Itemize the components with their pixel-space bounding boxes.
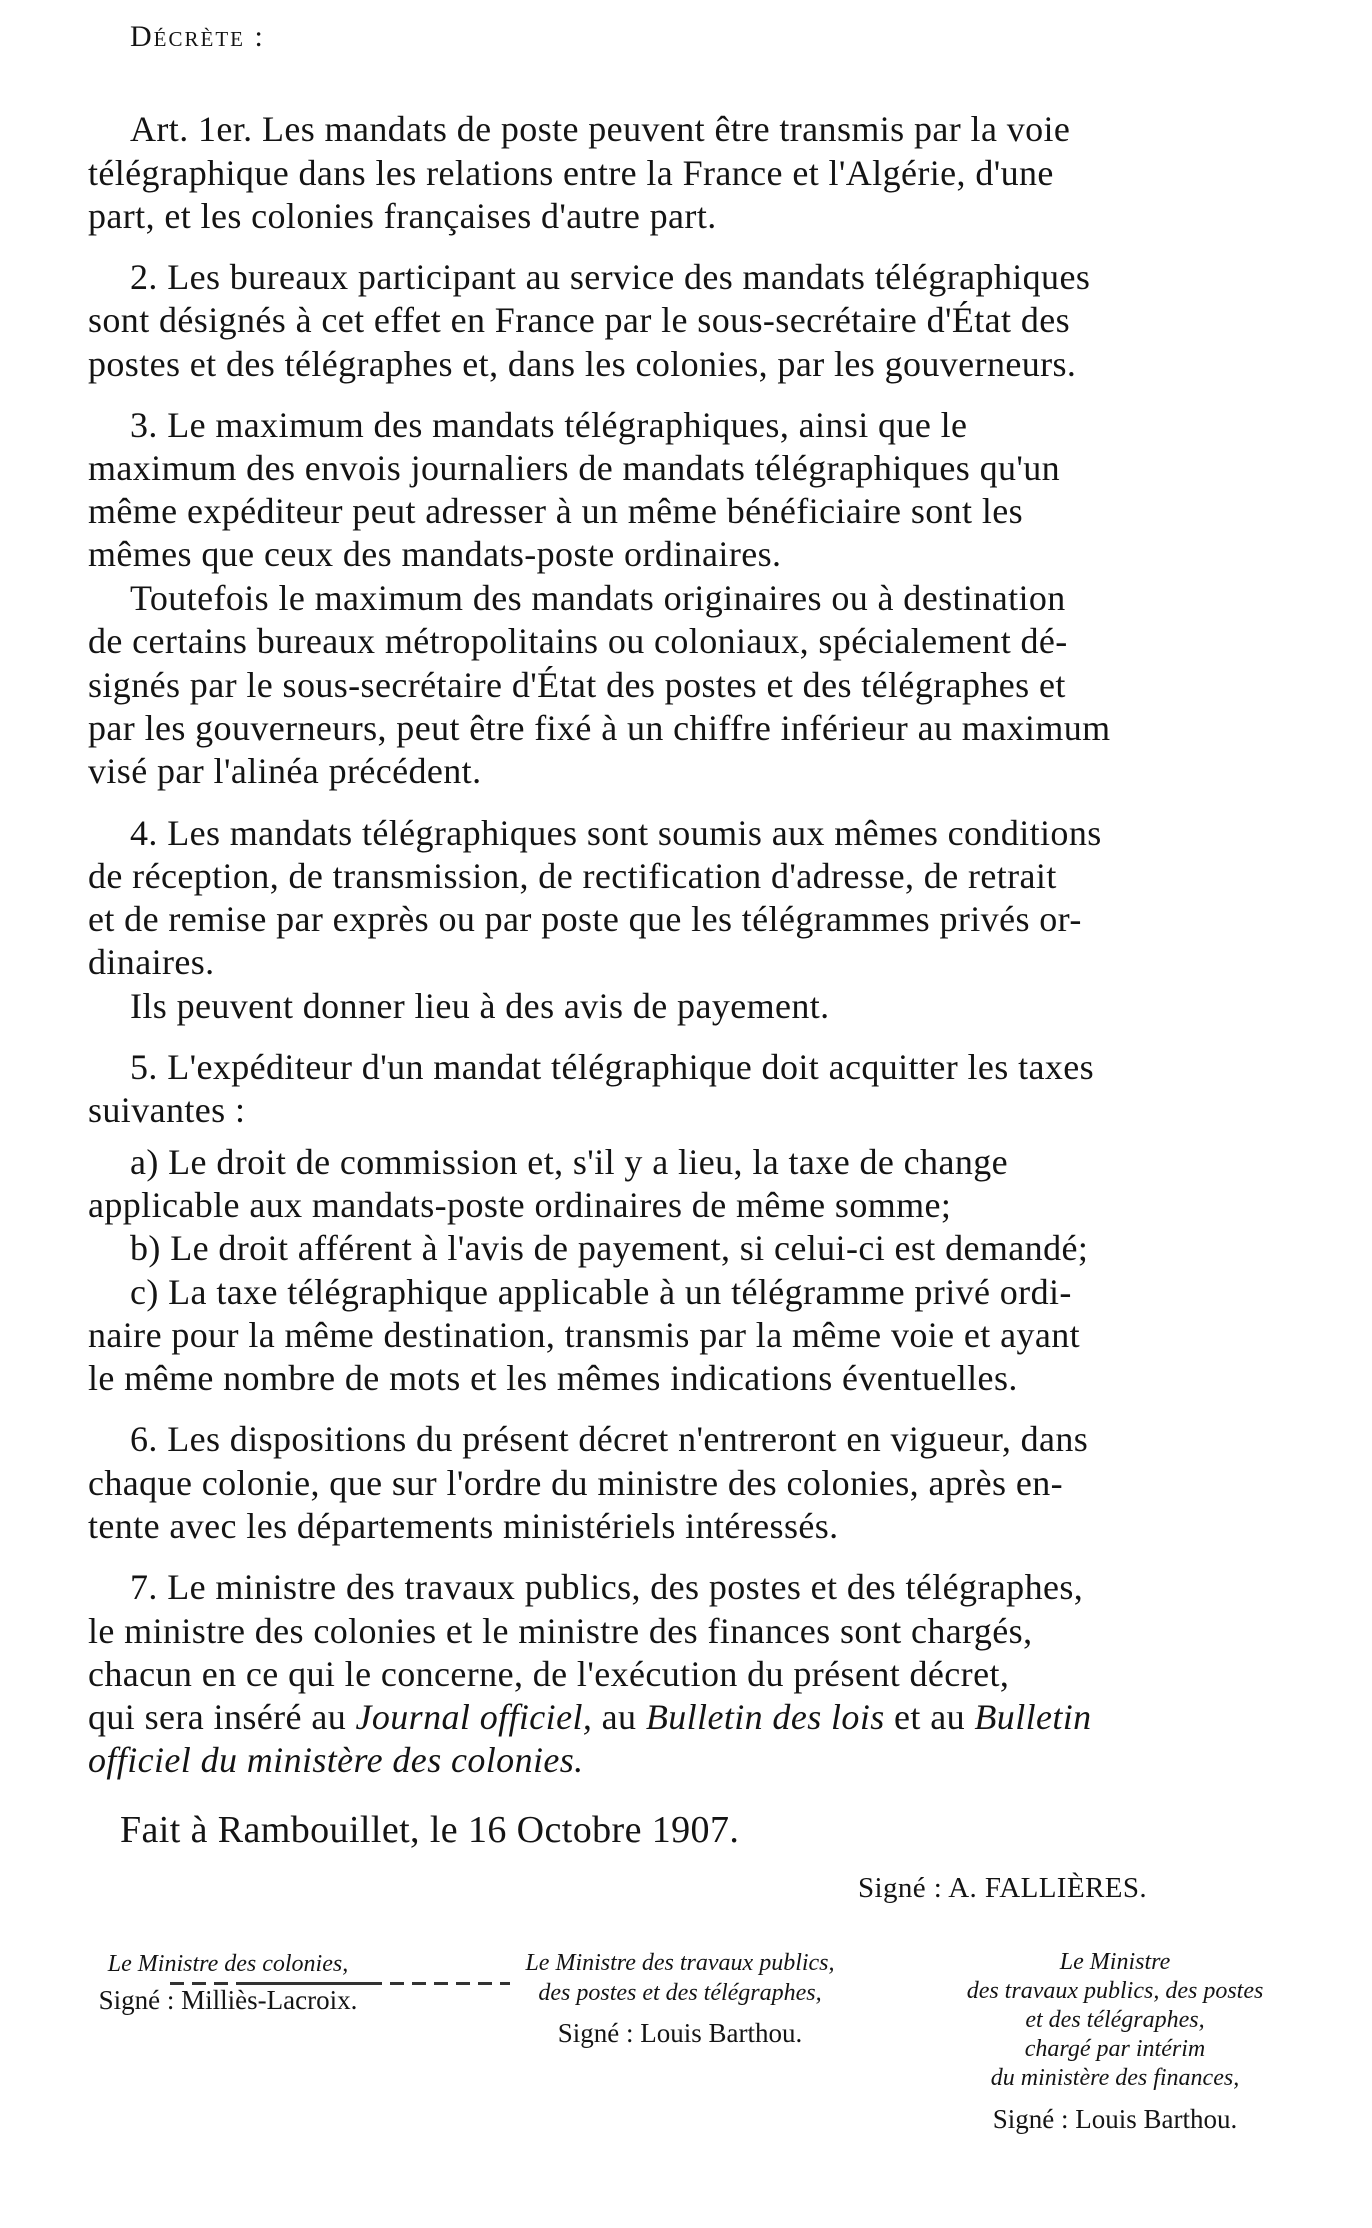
- article-4-line-2: de réception, de transmission, de rectification d'adresse, de retrait: [88, 856, 1057, 896]
- article-3-line-9: visé par l'alinéa précédent.: [88, 751, 482, 791]
- minister-public-works-block: [470, 1948, 890, 2048]
- bulletin-ref: Bulletin: [974, 1697, 1092, 1737]
- article-3-line-5: Toutefois le maximum des mandats originaires ou à destination: [130, 578, 1066, 618]
- article-5-item-a-line-1: a) Le droit de commission et, s'il y a lieu, la taxe de change: [130, 1142, 1009, 1182]
- article-5-item-b: b) Le droit afférent à l'avis de payement, si celui-ci est demandé;: [130, 1228, 1089, 1268]
- article-5-item-c-line-2: naire pour la même destination, transmis par la même voie et ayant: [88, 1315, 1081, 1355]
- done-at-line: Fait à Rambouillet, le 16 Octobre 1907.: [120, 1809, 740, 1851]
- article-6-line-1: 6. Les dispositions du présent décret n'entreront en vigueur, dans: [130, 1419, 1089, 1459]
- article-4-line-5: Ils peuvent donner lieu à des avis de payement.: [130, 986, 830, 1026]
- article-7-line-3: chacun en ce qui le concerne, de l'exécution du présent décret,: [88, 1654, 1010, 1694]
- article-7-line-4-text-b: au: [592, 1697, 646, 1737]
- minister-public-works-signature: Signé : Louis Barthou.: [557, 2018, 803, 2048]
- minister-finances-title-5: du ministère des finances,: [990, 2065, 1240, 2091]
- article-7-line-4-text-c: et au: [884, 1697, 975, 1737]
- article-1-line-2: télégraphique dans les relations entre la France et l'Algérie, d'une: [88, 153, 1054, 193]
- article-1-line-3: part, et les colonies françaises d'autre part.: [88, 196, 717, 236]
- article-3-line-6: de certains bureaux métropolitains ou coloniaux, spécialement dé-: [88, 621, 1068, 661]
- article-5-line-2: suivantes :: [88, 1090, 246, 1130]
- article-5-line-1: 5. L'expéditeur d'un mandat télégraphique doit acquitter les taxes: [130, 1047, 1095, 1087]
- minister-colonies-title: Le Ministre des colonies,: [107, 1951, 349, 1977]
- minister-finances-title-2: des travaux publics, des postes: [966, 1978, 1264, 2004]
- article-2-line-2: sont désignés à cet effet en France par le sous-secrétaire d'État des: [88, 300, 1071, 340]
- article-7-line-4: [88, 1699, 1092, 1735]
- article-3-line-2: maximum des envois journaliers de mandats télégraphiques qu'un: [88, 448, 1061, 488]
- minister-finances-title-1: Le Ministre: [1059, 1949, 1171, 1975]
- bulletin-des-lois-ref: Bulletin des lois: [645, 1697, 885, 1737]
- article-1-line-1: Art. 1er. Les mandats de poste peuvent être transmis par la voie: [130, 109, 1071, 149]
- decorative-rule: [170, 1982, 510, 1985]
- article-4-line-1: 4. Les mandats télégraphiques sont soumis aux mêmes conditions: [130, 813, 1102, 853]
- article-3-line-3: même expéditeur peut adresser à un même bénéficiaire sont les: [88, 491, 1024, 531]
- article-7-line-5: officiel du ministère des colonies.: [88, 1740, 584, 1780]
- minister-finances-signature: Signé : Louis Barthou.: [992, 2104, 1238, 2134]
- decree-heading: Décrète :: [130, 20, 265, 53]
- article-4-line-3: et de remise par exprès ou par poste que les télégrammes privés or-: [88, 899, 1082, 939]
- article-6-line-2: chaque colonie, que sur l'ordre du ministre des colonies, après en-: [88, 1463, 1063, 1503]
- article-2-line-3: postes et des télégraphes et, dans les colonies, par les gouverneurs.: [88, 344, 1077, 384]
- article-5-item-a-line-2: applicable aux mandats-poste ordinaires de même somme;: [88, 1185, 952, 1225]
- president-signature: Signé : A. FALLIÈRES.: [858, 1872, 1148, 1904]
- article-6-line-3: tente avec les départements ministériels intéressés.: [88, 1506, 839, 1546]
- article-7-line-2: le ministre des colonies et le ministre des finances sont chargés,: [88, 1611, 1033, 1651]
- article-2-line-1: 2. Les bureaux participant au service des mandats télégraphiques: [130, 257, 1091, 297]
- article-5-item-c-line-1: c) La taxe télégraphique applicable à un télégramme privé ordi-: [130, 1272, 1072, 1312]
- minister-finances-title-4: chargé par intérim: [1024, 2036, 1206, 2062]
- article-3-line-4: mêmes que ceux des mandats-poste ordinaires.: [88, 534, 782, 574]
- article-5-item-c-line-3: le même nombre de mots et les mêmes indications éventuelles.: [88, 1358, 1018, 1398]
- article-7-line-4-text-a: qui sera inséré au: [88, 1697, 356, 1737]
- article-4-line-4: dinaires.: [88, 942, 215, 982]
- minister-public-works-title-2: des postes et des télégraphes,: [538, 1980, 822, 2006]
- minister-finances-block: [905, 1948, 1325, 2134]
- article-7-line-1: 7. Le ministre des travaux publics, des postes et des télégraphes,: [130, 1567, 1084, 1607]
- minister-colonies-signature: Signé : Milliès-Lacroix.: [98, 1985, 358, 2015]
- article-3-line-8: par les gouverneurs, peut être fixé à un chiffre inférieur au maximum: [88, 708, 1111, 748]
- article-3-line-1: 3. Le maximum des mandats télégraphiques, ainsi que le: [130, 405, 968, 445]
- minister-public-works-title-1: Le Ministre des travaux publics,: [525, 1950, 835, 1976]
- article-3-line-7: signés par le sous-secrétaire d'État des postes et des télégraphes et: [88, 665, 1066, 705]
- journal-officiel-ref: Journal officiel,: [355, 1697, 593, 1737]
- minister-finances-title-3: et des télégraphes,: [1025, 2007, 1205, 2033]
